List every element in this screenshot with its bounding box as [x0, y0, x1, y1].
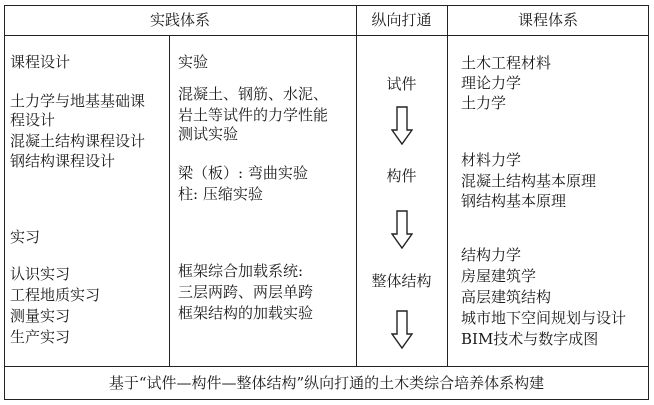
internship-item: 测量实习 — [10, 307, 71, 325]
experiment-item: 框架综合加载系统: — [178, 262, 304, 280]
course-design-item: 钢结构课程设计 — [10, 152, 116, 170]
stage-component: 构件 — [386, 167, 417, 185]
experiment-title: 实验 — [178, 53, 209, 71]
experiment-item: 梁（板）: 弯曲实验 — [178, 164, 308, 182]
experiment-item: 框架结构的加载实验 — [178, 304, 314, 322]
course-design-item: 土力学与地基基础课 — [10, 92, 146, 110]
course-item: 房屋建筑学 — [461, 267, 537, 285]
header-course-system: 课程体系 — [517, 11, 578, 29]
experiment-item: 岩土等试件的力学性能 — [178, 106, 329, 124]
down-arrow-icon — [391, 210, 413, 250]
course-item: 钢结构基本原理 — [461, 192, 567, 210]
course-design-item: 程设计 — [10, 111, 56, 129]
course-item: 混凝土结构基本原理 — [461, 172, 597, 190]
course-item: 材料力学 — [461, 151, 522, 169]
internship-item: 认识实习 — [10, 265, 71, 283]
header-divider — [4, 35, 649, 36]
internship-item: 工程地质实习 — [10, 286, 101, 304]
experiment-item: 三层两跨、两层单跨 — [178, 283, 314, 301]
stage-whole-structure: 整体结构 — [371, 272, 432, 290]
header-practice-system: 实践体系 — [149, 11, 210, 29]
experiment-item: 柱: 压缩实验 — [178, 185, 263, 203]
practice-subcolumn-divider — [169, 35, 170, 366]
experiment-item: 混凝土、钢筋、水泥、 — [178, 85, 329, 103]
course-item: 理论力学 — [461, 74, 522, 92]
course-item: 土木工程材料 — [461, 54, 552, 72]
internship-item: 生产实习 — [10, 328, 71, 346]
course-design-item: 混凝土结构课程设计 — [10, 132, 146, 150]
experiment-item: 测试实验 — [178, 125, 239, 143]
down-arrow-icon — [391, 106, 413, 146]
internship-title: 实习 — [10, 228, 41, 246]
stage-specimen: 试件 — [386, 75, 417, 93]
course-design-title: 课程设计 — [10, 53, 71, 71]
header-vertical-connection: 纵向打通 — [371, 11, 432, 29]
course-item: 结构力学 — [461, 246, 522, 264]
column-divider-right — [447, 5, 448, 366]
down-arrow-icon — [391, 310, 413, 350]
course-item: 高层建筑结构 — [461, 288, 552, 306]
table-caption: 基于“试件—构件—整体结构”纵向打通的土木类综合培养体系构建 — [108, 374, 545, 392]
course-item: BIM技术与数字成图 — [461, 330, 599, 348]
course-item: 土力学 — [461, 94, 507, 112]
course-item: 城市地下空间规划与设计 — [461, 309, 627, 327]
